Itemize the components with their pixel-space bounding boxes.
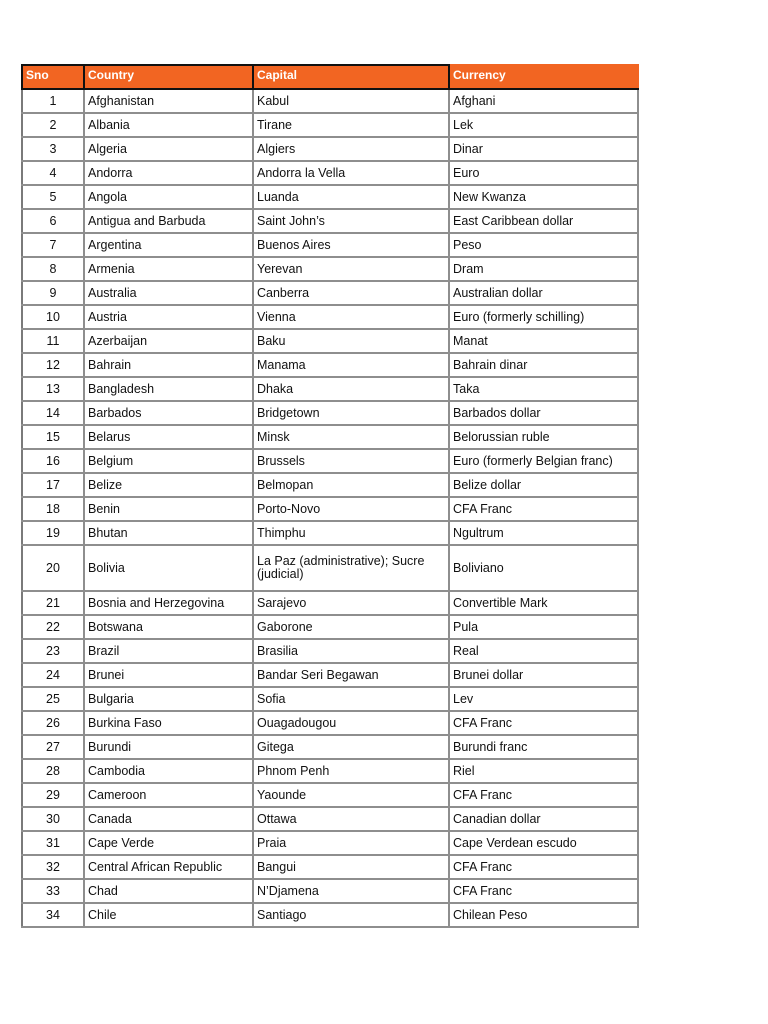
cell-sno: 6	[22, 209, 84, 233]
cell-sno: 18	[22, 497, 84, 521]
cell-currency: Burundi franc	[449, 735, 638, 759]
table-row	[22, 449, 638, 473]
header-country: Country	[84, 65, 253, 89]
cell-sno: 32	[22, 855, 84, 879]
cell-capital: Brussels	[253, 449, 449, 473]
cell-capital: Bandar Seri Begawan	[253, 663, 449, 687]
table-row	[22, 591, 638, 615]
cell-capital: Bridgetown	[253, 401, 449, 425]
cell-sno: 17	[22, 473, 84, 497]
cell-capital: Manama	[253, 353, 449, 377]
cell-currency: Pula	[449, 615, 638, 639]
cell-country: Bangladesh	[84, 377, 253, 401]
cell-capital: La Paz (administrative); Sucre (judicial)	[253, 545, 449, 591]
table-row	[22, 663, 638, 687]
cell-capital: Porto-Novo	[253, 497, 449, 521]
cell-currency: Canadian dollar	[449, 807, 638, 831]
cell-capital: Dhaka	[253, 377, 449, 401]
cell-country: Benin	[84, 497, 253, 521]
cell-sno: 26	[22, 711, 84, 735]
cell-currency: Taka	[449, 377, 638, 401]
cell-sno: 8	[22, 257, 84, 281]
cell-sno: 9	[22, 281, 84, 305]
cell-country: Armenia	[84, 257, 253, 281]
cell-sno: 15	[22, 425, 84, 449]
cell-country: Antigua and Barbuda	[84, 209, 253, 233]
cell-country: Belgium	[84, 449, 253, 473]
cell-sno: 20	[22, 545, 84, 591]
cell-country: Argentina	[84, 233, 253, 257]
cell-sno: 27	[22, 735, 84, 759]
cell-capital: Yaounde	[253, 783, 449, 807]
cell-capital: Sofia	[253, 687, 449, 711]
cell-capital: Kabul	[253, 89, 449, 113]
cell-country: Brazil	[84, 639, 253, 663]
cell-capital: Vienna	[253, 305, 449, 329]
cell-sno: 28	[22, 759, 84, 783]
cell-country: Chad	[84, 879, 253, 903]
cell-country: Belarus	[84, 425, 253, 449]
table-row	[22, 329, 638, 353]
cell-capital: Belmopan	[253, 473, 449, 497]
table-row	[22, 89, 638, 113]
cell-currency: CFA Franc	[449, 497, 638, 521]
cell-sno: 5	[22, 185, 84, 209]
cell-sno: 7	[22, 233, 84, 257]
table-row	[22, 521, 638, 545]
table-row	[22, 425, 638, 449]
cell-country: Brunei	[84, 663, 253, 687]
cell-country: Algeria	[84, 137, 253, 161]
cell-sno: 29	[22, 783, 84, 807]
cell-currency: Lev	[449, 687, 638, 711]
cell-country: Central African Republic	[84, 855, 253, 879]
cell-capital: Saint John’s	[253, 209, 449, 233]
cell-capital: Ottawa	[253, 807, 449, 831]
cell-currency: CFA Franc	[449, 855, 638, 879]
table-row	[22, 137, 638, 161]
cell-sno: 10	[22, 305, 84, 329]
cell-currency: Belize dollar	[449, 473, 638, 497]
cell-sno: 2	[22, 113, 84, 137]
cell-currency: Brunei dollar	[449, 663, 638, 687]
cell-sno: 30	[22, 807, 84, 831]
cell-currency: CFA Franc	[449, 879, 638, 903]
cell-capital: Santiago	[253, 903, 449, 927]
cell-currency: Euro (formerly schilling)	[449, 305, 638, 329]
cell-currency: Cape Verdean escudo	[449, 831, 638, 855]
cell-capital: Algiers	[253, 137, 449, 161]
cell-capital: Gaborone	[253, 615, 449, 639]
cell-country: Burundi	[84, 735, 253, 759]
header-sno: Sno	[22, 65, 84, 89]
cell-currency: Lek	[449, 113, 638, 137]
cell-sno: 13	[22, 377, 84, 401]
cell-country: Albania	[84, 113, 253, 137]
table-row	[22, 759, 638, 783]
cell-currency: Ngultrum	[449, 521, 638, 545]
cell-currency: Peso	[449, 233, 638, 257]
table-row	[22, 161, 638, 185]
table-row	[22, 783, 638, 807]
cell-currency: Afghani	[449, 89, 638, 113]
cell-sno: 4	[22, 161, 84, 185]
table-row	[22, 113, 638, 137]
cell-capital: Luanda	[253, 185, 449, 209]
cell-country: Bhutan	[84, 521, 253, 545]
table-row	[22, 807, 638, 831]
table-header	[22, 65, 638, 89]
table-row	[22, 903, 638, 927]
table-row	[22, 209, 638, 233]
cell-currency: Manat	[449, 329, 638, 353]
table-row	[22, 233, 638, 257]
cell-currency: Dinar	[449, 137, 638, 161]
cell-capital: Sarajevo	[253, 591, 449, 615]
cell-currency: Australian dollar	[449, 281, 638, 305]
cell-sno: 31	[22, 831, 84, 855]
table-row	[22, 473, 638, 497]
cell-country: Bosnia and Herzegovina	[84, 591, 253, 615]
cell-sno: 19	[22, 521, 84, 545]
cell-country: Andorra	[84, 161, 253, 185]
table-row	[22, 615, 638, 639]
cell-capital: Yerevan	[253, 257, 449, 281]
table-row	[22, 711, 638, 735]
header-currency: Currency	[449, 65, 638, 89]
cell-currency: Riel	[449, 759, 638, 783]
table-row	[22, 687, 638, 711]
cell-capital: Thimphu	[253, 521, 449, 545]
table-row	[22, 281, 638, 305]
cell-capital: Minsk	[253, 425, 449, 449]
cell-sno: 3	[22, 137, 84, 161]
cell-currency: New Kwanza	[449, 185, 638, 209]
cell-sno: 1	[22, 89, 84, 113]
table-row	[22, 879, 638, 903]
table-row	[22, 401, 638, 425]
cell-currency: CFA Franc	[449, 711, 638, 735]
cell-country: Bulgaria	[84, 687, 253, 711]
table-row	[22, 497, 638, 521]
cell-country: Cameroon	[84, 783, 253, 807]
cell-currency: CFA Franc	[449, 783, 638, 807]
cell-capital: Buenos Aires	[253, 233, 449, 257]
cell-country: Canada	[84, 807, 253, 831]
cell-country: Botswana	[84, 615, 253, 639]
cell-sno: 25	[22, 687, 84, 711]
cell-currency: East Caribbean dollar	[449, 209, 638, 233]
table-row	[22, 185, 638, 209]
table-body	[22, 89, 638, 927]
cell-capital: Ouagadougou	[253, 711, 449, 735]
cell-country: Cambodia	[84, 759, 253, 783]
table-row	[22, 735, 638, 759]
cell-country: Barbados	[84, 401, 253, 425]
cell-currency: Real	[449, 639, 638, 663]
cell-sno: 23	[22, 639, 84, 663]
cell-capital: Canberra	[253, 281, 449, 305]
cell-sno: 16	[22, 449, 84, 473]
cell-currency: Euro	[449, 161, 638, 185]
table-row	[22, 831, 638, 855]
cell-capital: Bangui	[253, 855, 449, 879]
cell-sno: 24	[22, 663, 84, 687]
table-row	[22, 639, 638, 663]
table-row	[22, 353, 638, 377]
spreadsheet-page	[21, 64, 639, 928]
cell-currency: Belorussian ruble	[449, 425, 638, 449]
header-row	[22, 65, 638, 89]
cell-country: Bahrain	[84, 353, 253, 377]
cell-currency: Euro (formerly Belgian franc)	[449, 449, 638, 473]
cell-capital: Baku	[253, 329, 449, 353]
cell-currency: Dram	[449, 257, 638, 281]
cell-country: Bolivia	[84, 545, 253, 591]
cell-currency: Chilean Peso	[449, 903, 638, 927]
cell-capital: N’Djamena	[253, 879, 449, 903]
cell-country: Afghanistan	[84, 89, 253, 113]
cell-sno: 34	[22, 903, 84, 927]
cell-sno: 11	[22, 329, 84, 353]
cell-capital: Praia	[253, 831, 449, 855]
cell-sno: 22	[22, 615, 84, 639]
cell-currency: Barbados dollar	[449, 401, 638, 425]
cell-country: Angola	[84, 185, 253, 209]
cell-currency: Bahrain dinar	[449, 353, 638, 377]
cell-country: Austria	[84, 305, 253, 329]
cell-capital: Brasilia	[253, 639, 449, 663]
cell-country: Australia	[84, 281, 253, 305]
cell-sno: 21	[22, 591, 84, 615]
cell-country: Azerbaijan	[84, 329, 253, 353]
table-row	[22, 545, 638, 591]
table-row	[22, 305, 638, 329]
cell-sno: 14	[22, 401, 84, 425]
cell-country: Cape Verde	[84, 831, 253, 855]
cell-capital: Phnom Penh	[253, 759, 449, 783]
table-row	[22, 377, 638, 401]
header-capital: Capital	[253, 65, 449, 89]
table-row	[22, 855, 638, 879]
country-capital-currency-table	[21, 64, 639, 928]
cell-capital: Gitega	[253, 735, 449, 759]
cell-sno: 33	[22, 879, 84, 903]
cell-country: Burkina Faso	[84, 711, 253, 735]
cell-country: Chile	[84, 903, 253, 927]
cell-country: Belize	[84, 473, 253, 497]
cell-currency: Boliviano	[449, 545, 638, 591]
cell-sno: 12	[22, 353, 84, 377]
cell-currency: Convertible Mark	[449, 591, 638, 615]
table-row	[22, 257, 638, 281]
cell-capital: Tirane	[253, 113, 449, 137]
cell-capital: Andorra la Vella	[253, 161, 449, 185]
